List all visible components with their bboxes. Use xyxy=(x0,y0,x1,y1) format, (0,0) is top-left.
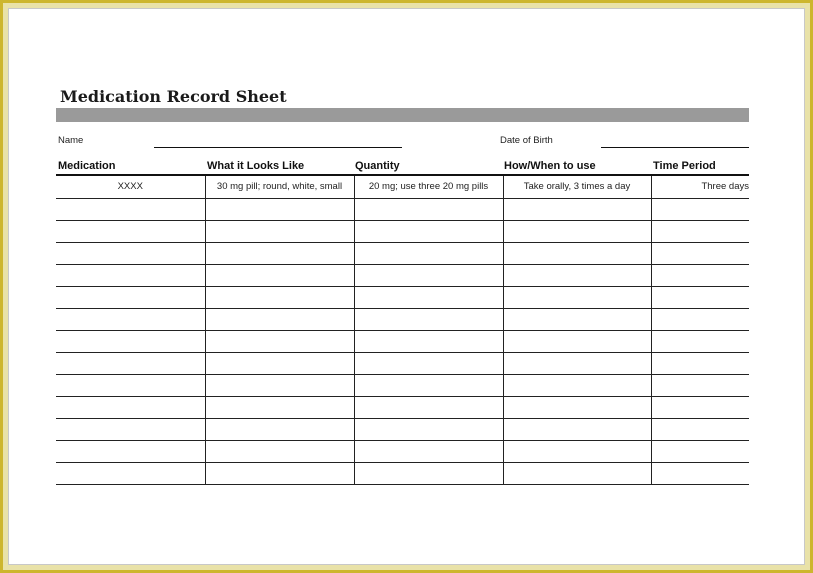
time-period-cell[interactable] xyxy=(651,264,749,286)
quantity-cell[interactable]: 20 mg; use three 20 mg pills xyxy=(354,176,503,198)
table-row xyxy=(56,176,749,198)
medication-table xyxy=(56,176,749,485)
table-row xyxy=(56,264,749,286)
medication-cell[interactable] xyxy=(56,308,205,330)
how-when-cell[interactable]: Take orally, 3 times a day xyxy=(503,176,651,198)
time-period-cell[interactable] xyxy=(651,374,749,396)
table-row xyxy=(56,242,749,264)
appearance-cell[interactable] xyxy=(205,286,354,308)
time-period-cell[interactable] xyxy=(651,286,749,308)
quantity-cell[interactable] xyxy=(354,352,503,374)
appearance-cell[interactable] xyxy=(205,418,354,440)
quantity-cell[interactable] xyxy=(354,264,503,286)
quantity-cell[interactable] xyxy=(354,198,503,220)
time-period-cell[interactable] xyxy=(651,198,749,220)
name-field[interactable] xyxy=(154,147,402,148)
column-header-medication: Medication xyxy=(58,160,116,172)
column-header-how-when: How/When to use xyxy=(504,160,596,172)
appearance-cell[interactable] xyxy=(205,198,354,220)
dob-field[interactable] xyxy=(601,147,749,148)
table-row xyxy=(56,440,749,462)
title-bar xyxy=(56,108,749,122)
appearance-cell[interactable] xyxy=(205,352,354,374)
how-when-cell[interactable] xyxy=(503,396,651,418)
dob-label: Date of Birth xyxy=(500,135,553,146)
appearance-cell[interactable]: 30 mg pill; round, white, small xyxy=(205,176,354,198)
appearance-cell[interactable] xyxy=(205,308,354,330)
quantity-cell[interactable] xyxy=(354,330,503,352)
how-when-cell[interactable] xyxy=(503,418,651,440)
how-when-cell[interactable] xyxy=(503,330,651,352)
how-when-cell[interactable] xyxy=(503,220,651,242)
quantity-cell[interactable] xyxy=(354,440,503,462)
medication-cell[interactable] xyxy=(56,198,205,220)
column-header-appearance: What it Looks Like xyxy=(207,160,305,172)
quantity-cell[interactable] xyxy=(354,286,503,308)
how-when-cell[interactable] xyxy=(503,198,651,220)
appearance-cell[interactable] xyxy=(205,462,354,484)
column-header-quantity: Quantity xyxy=(355,160,400,172)
appearance-cell[interactable] xyxy=(205,264,354,286)
table-row xyxy=(56,198,749,220)
table-row xyxy=(56,308,749,330)
medication-cell[interactable] xyxy=(56,242,205,264)
medication-cell[interactable] xyxy=(56,396,205,418)
how-when-cell[interactable] xyxy=(503,462,651,484)
table-row xyxy=(56,462,749,484)
table-row xyxy=(56,286,749,308)
appearance-cell[interactable] xyxy=(205,220,354,242)
medication-cell[interactable] xyxy=(56,286,205,308)
medication-cell[interactable] xyxy=(56,374,205,396)
quantity-cell[interactable] xyxy=(354,396,503,418)
medication-cell[interactable] xyxy=(56,440,205,462)
quantity-cell[interactable] xyxy=(354,308,503,330)
table-row xyxy=(56,330,749,352)
time-period-cell[interactable] xyxy=(651,396,749,418)
medication-cell[interactable] xyxy=(56,418,205,440)
time-period-cell[interactable] xyxy=(651,440,749,462)
appearance-cell[interactable] xyxy=(205,396,354,418)
table-row xyxy=(56,418,749,440)
appearance-cell[interactable] xyxy=(205,330,354,352)
table-row xyxy=(56,374,749,396)
time-period-cell[interactable] xyxy=(651,220,749,242)
medication-cell[interactable]: XXXX xyxy=(56,176,205,198)
how-when-cell[interactable] xyxy=(503,374,651,396)
how-when-cell[interactable] xyxy=(503,352,651,374)
medication-cell[interactable] xyxy=(56,220,205,242)
how-when-cell[interactable] xyxy=(503,264,651,286)
time-period-cell[interactable] xyxy=(651,418,749,440)
how-when-cell[interactable] xyxy=(503,242,651,264)
appearance-cell[interactable] xyxy=(205,242,354,264)
document-page xyxy=(8,8,805,565)
quantity-cell[interactable] xyxy=(354,462,503,484)
how-when-cell[interactable] xyxy=(503,440,651,462)
how-when-cell[interactable] xyxy=(503,308,651,330)
quantity-cell[interactable] xyxy=(354,220,503,242)
time-period-cell[interactable] xyxy=(651,242,749,264)
appearance-cell[interactable] xyxy=(205,440,354,462)
column-header-time-period: Time Period xyxy=(653,160,716,172)
how-when-cell[interactable] xyxy=(503,286,651,308)
medication-cell[interactable] xyxy=(56,462,205,484)
quantity-cell[interactable] xyxy=(354,242,503,264)
time-period-cell[interactable]: Three days xyxy=(651,176,749,198)
table-row xyxy=(56,396,749,418)
time-period-cell[interactable] xyxy=(651,462,749,484)
document-title: Medication Record Sheet xyxy=(60,87,287,106)
medication-cell[interactable] xyxy=(56,330,205,352)
medication-cell[interactable] xyxy=(56,352,205,374)
medication-cell[interactable] xyxy=(56,264,205,286)
name-label: Name xyxy=(58,135,84,146)
time-period-cell[interactable] xyxy=(651,308,749,330)
quantity-cell[interactable] xyxy=(354,374,503,396)
table-row xyxy=(56,220,749,242)
table-row xyxy=(56,352,749,374)
quantity-cell[interactable] xyxy=(354,418,503,440)
time-period-cell[interactable] xyxy=(651,352,749,374)
appearance-cell[interactable] xyxy=(205,374,354,396)
time-period-cell[interactable] xyxy=(651,330,749,352)
